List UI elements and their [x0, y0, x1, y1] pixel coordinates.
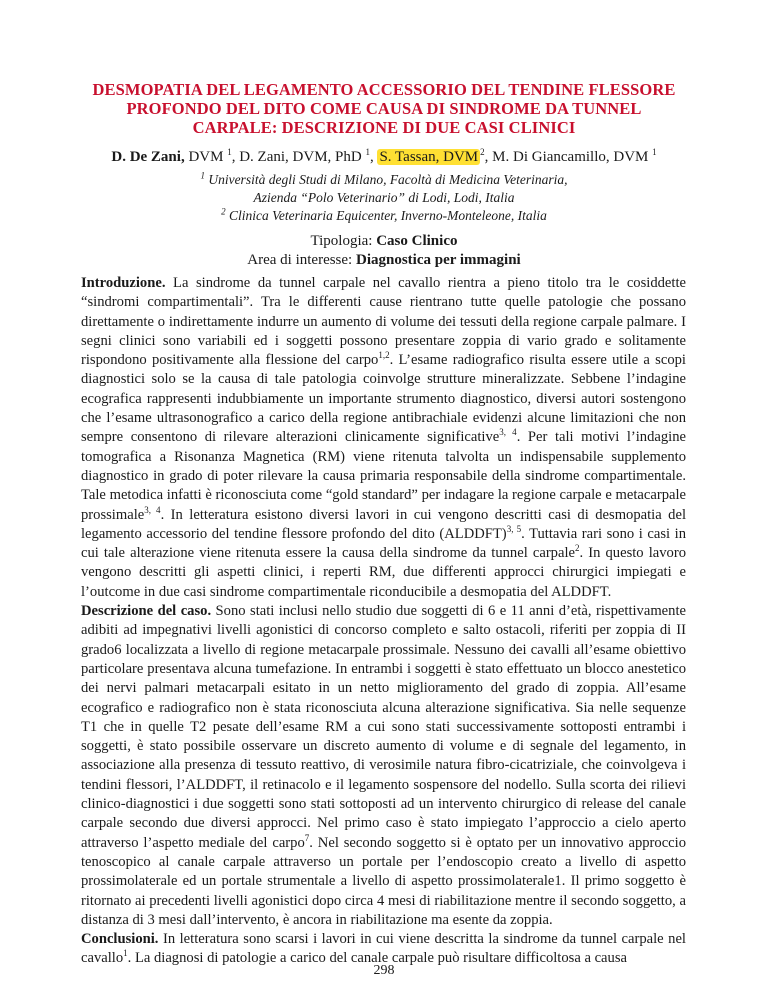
paper-title: [0, 80, 768, 137]
section-heading: Conclusioni.: [81, 931, 159, 948]
body-text: . Tuttavia rari sono i casi in cui tale alterazione viene ritenuta essere la causa della sindrome da tunnel carpale: [81, 525, 687, 562]
affiliation-ref: 2: [480, 147, 485, 157]
area-line: [0, 251, 768, 270]
area-value: Diagnostica per immagini: [355, 252, 521, 268]
affiliations: [0, 171, 768, 225]
first-author: D. De Zani,: [111, 149, 185, 165]
body-text: . L’esame radiografico risulta essere utile a scopi diagnostici solo se la causa di tale patologia coinvolge strutture mineralizzate. Sebbene l’indagine ecografica rappresenti indubbiamente un importante strumento diagnostico, diversi autori sostengono che l’esame ultrasonografico a carico della regione antibrachiale evidenzi alcune limitazioni che non sempre consentono di rilevare alterazioni clinicamente significative: [81, 352, 686, 446]
paper-body: [81, 274, 686, 969]
body-text: In letteratura sono scarsi i lavori in cui viene descritta la sindrome da tunnel carpale nel cavallo: [81, 931, 686, 967]
citation: 1,2: [378, 350, 390, 361]
affiliation-number: 2: [221, 206, 226, 217]
affiliation-text: Clinica Veterinaria Equicenter, Inverno-Monteleone, Italia: [228, 208, 547, 223]
affiliation-2: [0, 207, 768, 225]
area-label: Area di interesse:: [247, 252, 356, 268]
affiliation-ref: 1: [652, 147, 657, 157]
body-text: . Per tali motivi l’indagine tomografica a Risonanza Magnetica (RM) viene ritenuta talvolta un indispensabile supplemento diagnostico in grado di poter rilevare la causa primaria responsabile della sindrome compartimentale. Tale metodica infatti è riconosciuta come “gold standard” per indagare la regione carpale e metacarpale prossimale: [81, 429, 687, 523]
author-separator: ,: [369, 149, 378, 165]
case-paragraph: [81, 602, 686, 930]
citation: 3, 4: [144, 504, 161, 515]
author-degree: DVM: [184, 149, 228, 165]
type-label: Tipologia:: [310, 233, 377, 249]
title-line: DESMOPATIA DEL LEGAMENTO ACCESSORIO DEL TENDINE FLESSORE: [92, 80, 676, 99]
affiliation-text: Università degli Studi di Milano, Facoltà di Medicina Veterinaria,: [208, 172, 568, 187]
citation: 7: [304, 832, 310, 843]
body-text: . La diagnosi di patologie a carico del canale carpale può risultare difficoltosa a causa: [127, 950, 627, 967]
body-text: . Nel secondo soggetto si è optato per un innovativo approccio tenoscopico al canale carpale attraverso un portale per l’endoscopio creato a livello di aspetto prossimolaterale ed un portale strumentale a livello di aspetto prossimolaterale1. Il primo soggetto è ritornato ai precedenti livelli agonistici dopo circa 4 mesi di riabilitazione mentre il secondo soggetto, a distanza di 3 mesi dall’intervento, è ancora in riabilitazione ma esente da zoppia.: [81, 834, 686, 928]
type-value: Caso Clinico: [376, 233, 458, 249]
section-heading: Introduzione.: [81, 275, 166, 291]
title-line: CARPALE: DESCRIZIONE DI DUE CASI CLINICI: [192, 118, 576, 137]
affiliation-1-cont: Azienda “Polo Veterinario” di Lodi, Lodi, Italia: [253, 190, 515, 205]
citation: 3, 5: [506, 524, 522, 534]
page-number: 298: [373, 963, 395, 978]
author: , M. Di Giancamillo, DVM: [484, 149, 653, 165]
citation: 2: [574, 543, 580, 554]
affiliation-number: 1: [200, 170, 205, 181]
citation: 1: [123, 948, 128, 959]
body-text: La sindrome da tunnel carpale nel cavallo rientra a pieno titolo tra le cosiddette “sindromi compartimentali”. Tra le differenti cause rientrano tutte quelle patologie che possano direttamente o indirettamente indurre un aumento di volume dei tessuti della regione carpale palmare. I segni clinici sono variabili ed i soggetti possono presentare zoppia di vario grado e solitamente rispondono positivamente alla flessione del carpo: [81, 275, 686, 369]
paper-meta: [0, 232, 768, 270]
author-list: [0, 148, 768, 166]
intro-paragraph: [81, 274, 686, 602]
title-line: PROFONDO DEL DITO COME CAUSA DI SINDROME DA TUNNEL: [126, 99, 642, 118]
body-text: . In letteratura esistono diversi lavori in cui vengono descritti casi di desmopatia del legamento accessorio del tendine flessore profondo del dito (ALDDFT): [81, 506, 686, 542]
affiliation-ref: 1: [227, 147, 232, 157]
body-text: . In questo lavoro vengono descritti gli aspetti clinici, i reperti RM, due differenti approcci chirurgici impiegati e l’outcome in due casi sindrome compartimentale riconducibile a desmopatia del ALDDFT.: [81, 545, 686, 600]
body-text: Sono stati inclusi nello studio due soggetti di 6 e 11 anni d’età, rispettivamente adibiti ad impegnativi livelli agonistici di concorso completo e salto ostacoli, riferiti per zoppia di II grado6 localizzata a livello di regione metacarpale prossimale. Nessuno dei cavalli all’esame obiettivo particolare presentava alcuna tumefazione. In entrambi i soggetti è stato effettuato un blocco anestetico dei nervi palmari metacarpali esitato in un netto miglioramento del grado di zoppia. All’esame ecografico e radiografico non è stata riconosciuta alcuna alterazione significativa. Sia nelle sequenze T1 che in quelle T2 pesate dell’esame RM a cui sono stati successivamente sottoposti entrambi i soggetti, è stato possibile osservare un discreto aumento di volume e di segnale del legamento, in associazione alla presenza di tessuto reattivo, di verosimile natura fibro-cicatriziale, che coinvolgeva i tendini flessori, l’ALDDFT, il retinacolo e il legamento sospensore del nodello. Sulla scorta dei rilievi clinico-diagnostici i due soggetti sono stati sottoposti ad un intervento chirurgico di release del canale carpale secondo due diversi approcci. Nel primo caso è stato impiegato l’approccio a cielo aperto attraverso l’aspetto mediale del carpo: [81, 603, 686, 851]
affiliation-1: [0, 171, 768, 189]
citation: 3, 4: [499, 427, 517, 438]
type-line: [0, 232, 768, 251]
section-heading: Descrizione del caso.: [81, 603, 212, 620]
highlighted-author: S. Tassan, DVM: [379, 149, 479, 165]
affiliation-ref: 1: [365, 147, 370, 157]
author: , D. Zani, DVM, PhD: [231, 149, 366, 165]
